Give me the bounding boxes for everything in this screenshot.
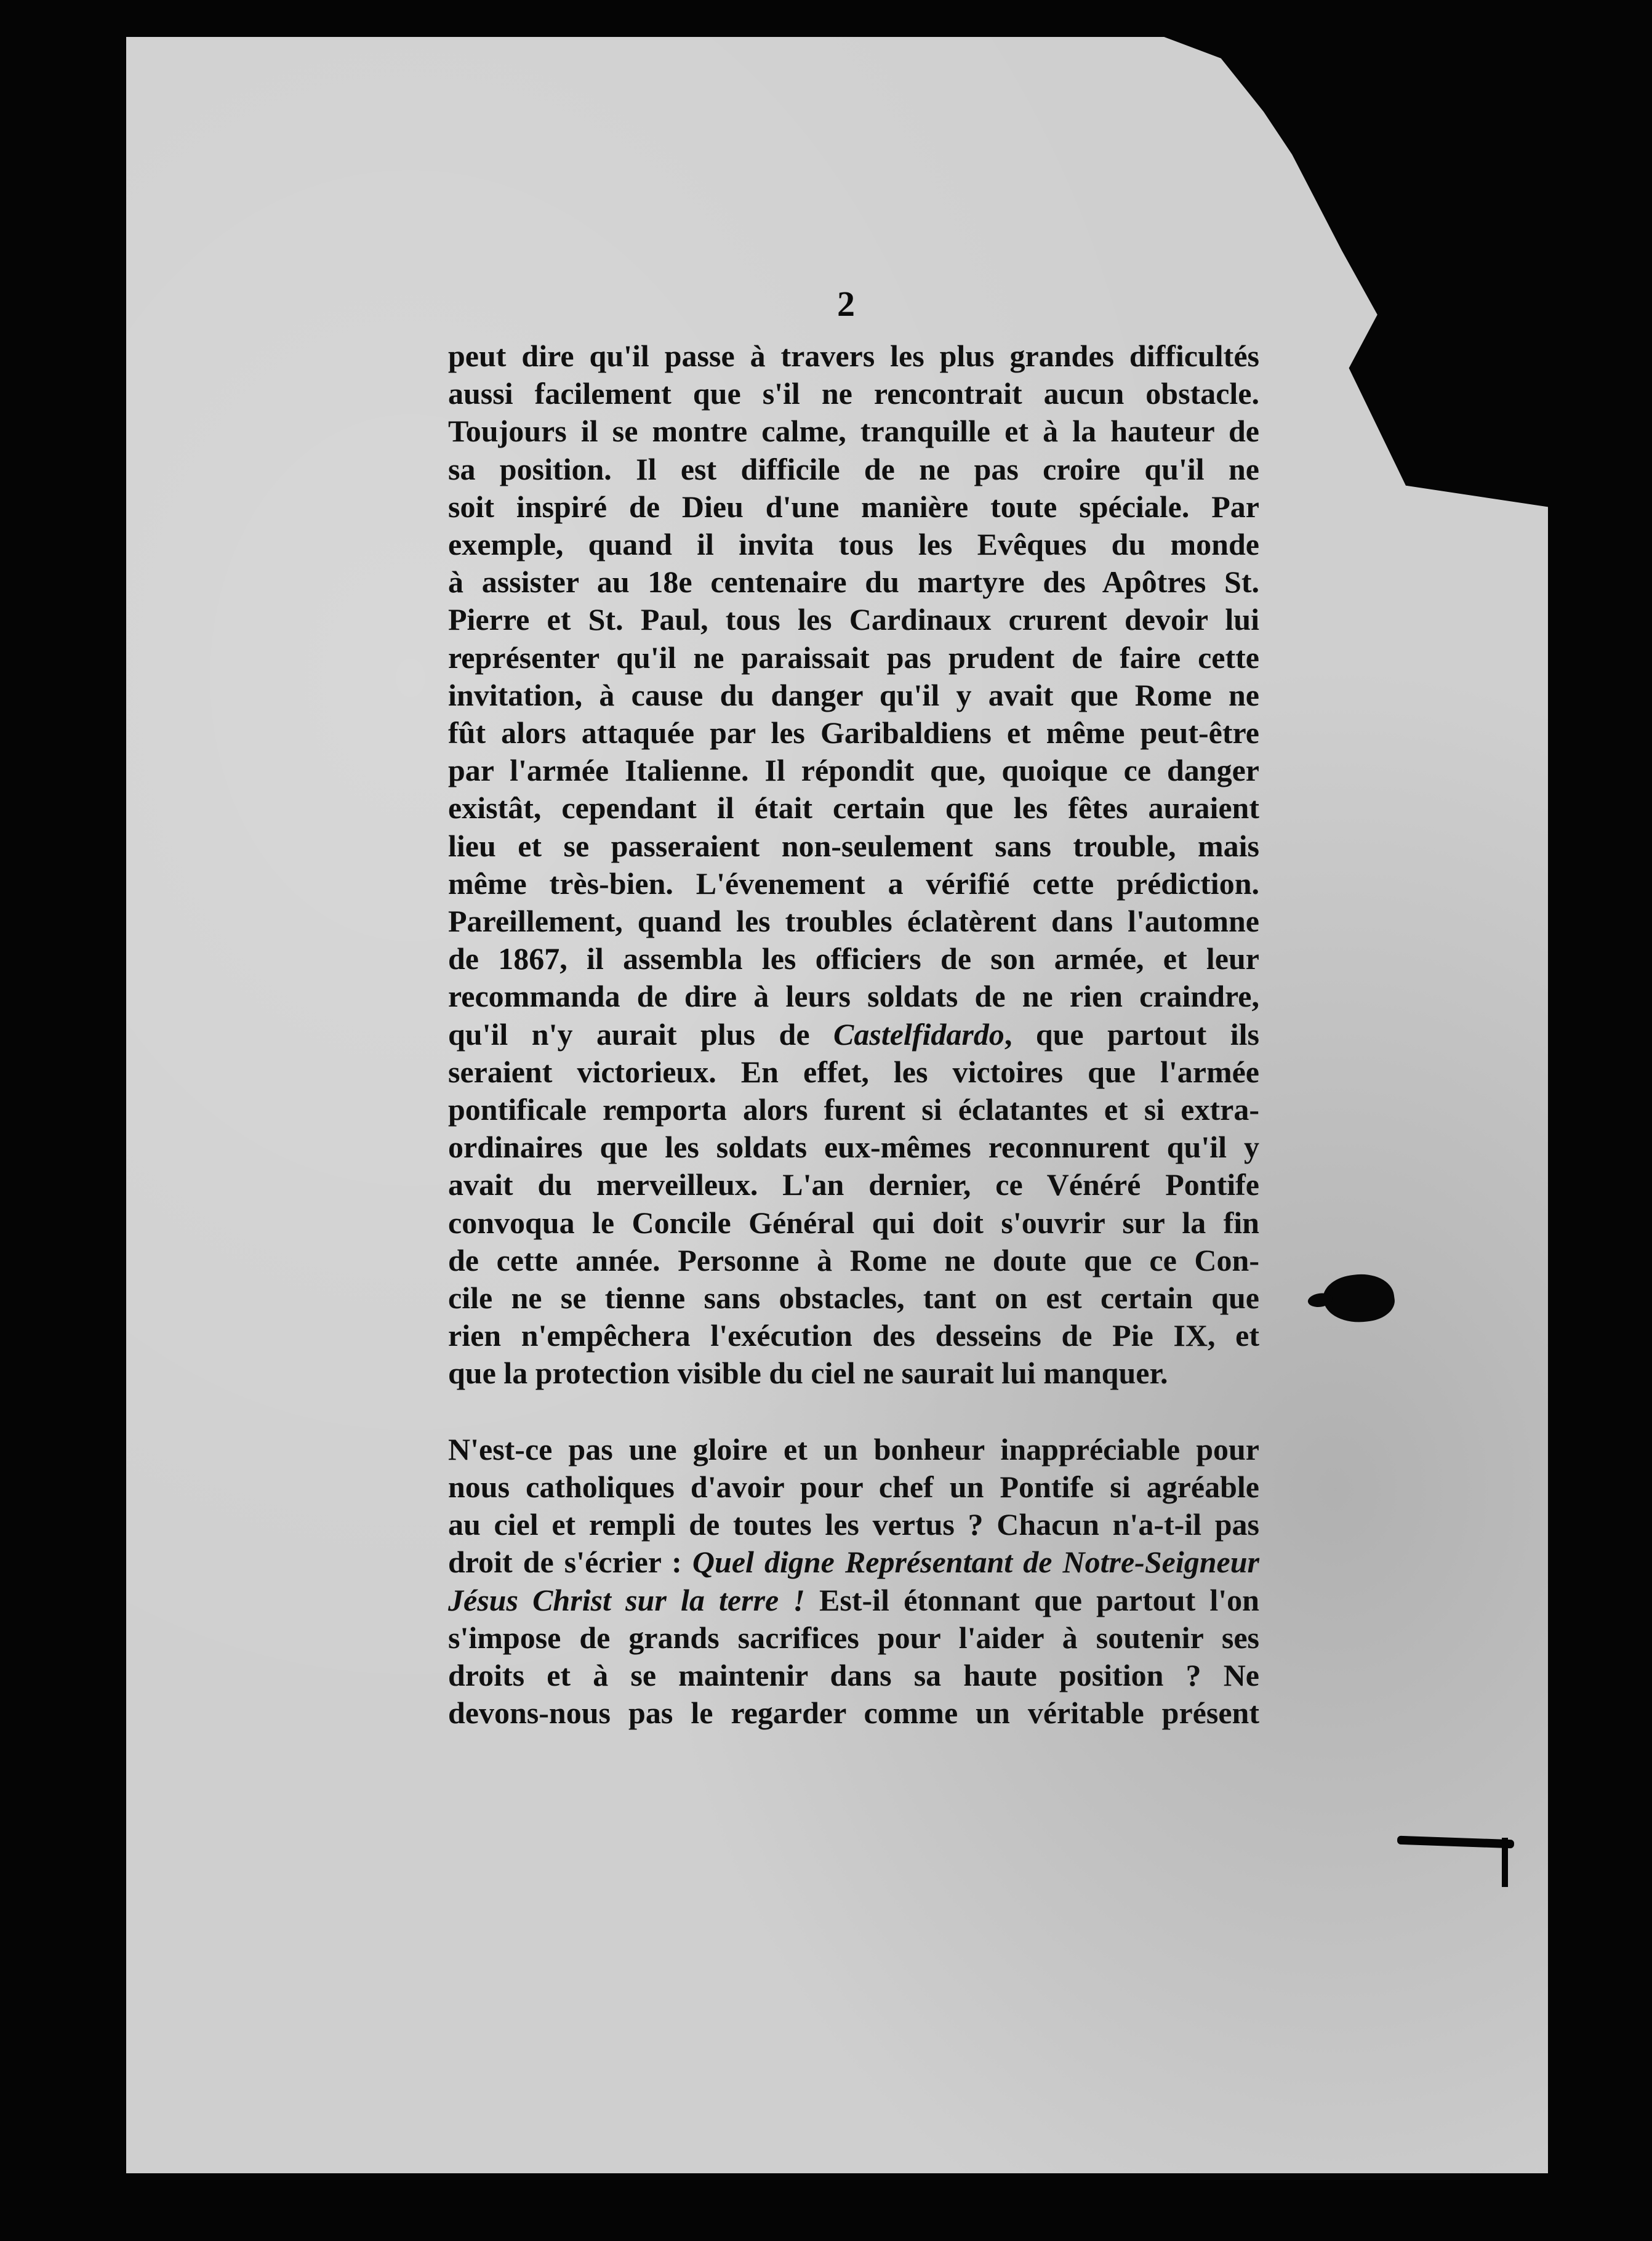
text-line: invitation, à cause du danger qu'il y avait que Rome ne	[448, 677, 1259, 712]
text-line-castelfidardo	[448, 1016, 1259, 1053]
text-line: au ciel et rempli de toutes les vertus ? Chacun n'a-t-il pas	[448, 1507, 1259, 1542]
text-line: exemple, quand il invita tous les Evêques du monde	[448, 527, 1259, 562]
text-line: même très-bien. L'évenement a vérifié cette prédiction.	[448, 866, 1259, 901]
text-line: Toujours il se montre calme, tranquille et à la hauteur de	[448, 414, 1259, 449]
text-line: peut dire qu'il passe à travers les plus grandes difficultés	[448, 339, 1259, 373]
text-line: existât, cependant il était certain que les fêtes auraient	[448, 791, 1259, 826]
text-line: ordinaires que les soldats eux-mêmes reconnurent qu'il y	[448, 1130, 1259, 1165]
body-text	[448, 337, 1259, 1732]
text-line: rien n'empêchera l'exécution des desseins de Pie IX, et	[448, 1318, 1259, 1353]
paragraph-2	[448, 1431, 1259, 1732]
text-segment: Est-il étonnant que partout l'on	[804, 1582, 1259, 1617]
text-line: Pierre et St. Paul, tous les Cardinaux crurent devoir lui	[448, 602, 1259, 637]
text-segment: qu'il n'y aurait plus de	[448, 1016, 834, 1052]
text-line: aussi facilement que s'il ne rencontrait aucun obstacle.	[448, 376, 1259, 411]
text-line: que la protection visible du ciel ne saurait lui manquer.	[448, 1356, 1168, 1391]
italic-quote: Quel digne Représentant de Notre-Seigneur	[692, 1545, 1259, 1580]
text-segment: droit de s'écrier :	[448, 1545, 692, 1580]
text-line: sa position. Il est difficile de ne pas croire qu'il ne	[448, 451, 1259, 486]
paragraph-1	[448, 337, 1259, 1393]
text-line: de cette année. Personne à Rome ne doute que ce Con-	[448, 1242, 1259, 1277]
text-line: pontificale remporta alors furent si éclatantes et si extra-	[448, 1092, 1259, 1127]
italic-place-name: Castelfidardo	[833, 1016, 1004, 1052]
text-line: de 1867, il assembla les officiers de son armée, et leur	[448, 941, 1259, 976]
text-line: cile ne se tienne sans obstacles, tant on est certain que	[448, 1281, 1259, 1316]
text-line: devons-nous pas le regarder comme un véritable présent	[448, 1696, 1259, 1731]
text-line: avait du merveilleux. L'an dernier, ce Vénéré Pontife	[448, 1167, 1259, 1202]
text-line: N'est-ce pas une gloire et un bonheur inappréciable pour	[448, 1431, 1259, 1467]
text-line: représenter qu'il ne paraissait pas prudent de faire cette	[448, 640, 1259, 675]
edge-tick	[1502, 1838, 1508, 1887]
text-line: seraient victorieux. En effet, les victoires que l'armée	[448, 1054, 1259, 1089]
italic-quote: Jésus Christ sur la terre !	[448, 1582, 805, 1617]
text-line: fût alors attaquée par les Garibaldiens et même peut-être	[448, 715, 1259, 750]
text-line: s'impose de grands sacrifices pour l'aider à soutenir ses	[448, 1620, 1259, 1655]
text-segment: , que partout ils	[1004, 1016, 1259, 1052]
text-line-quote-2	[448, 1582, 1259, 1619]
text-line: recommanda de dire à leurs soldats de ne rien craindre,	[448, 979, 1259, 1014]
text-line: par l'armée Italienne. Il répondit que, quoique ce danger	[448, 753, 1259, 788]
text-line: à assister au 18e centenaire du martyre des Apôtres St.	[448, 565, 1259, 600]
text-line: nous catholiques d'avoir pour chef un Pontife si agréable	[448, 1469, 1259, 1504]
text-line: droits et à se maintenir dans sa haute position ? Ne	[448, 1657, 1259, 1692]
text-line: convoqua le Concile Général qui doit s'ouvrir sur la fin	[448, 1205, 1259, 1240]
page-number: 2	[837, 284, 855, 324]
text-line: Pareillement, quand les troubles éclatèrent dans l'automne	[448, 904, 1259, 939]
text-line-quote-1	[448, 1543, 1259, 1581]
text-line: lieu et se passeraient non-seulement sans trouble, mais	[448, 828, 1259, 863]
paragraph-gap	[448, 1393, 1259, 1431]
text-line: soit inspiré de Dieu d'une manière toute spéciale. Par	[448, 489, 1259, 524]
